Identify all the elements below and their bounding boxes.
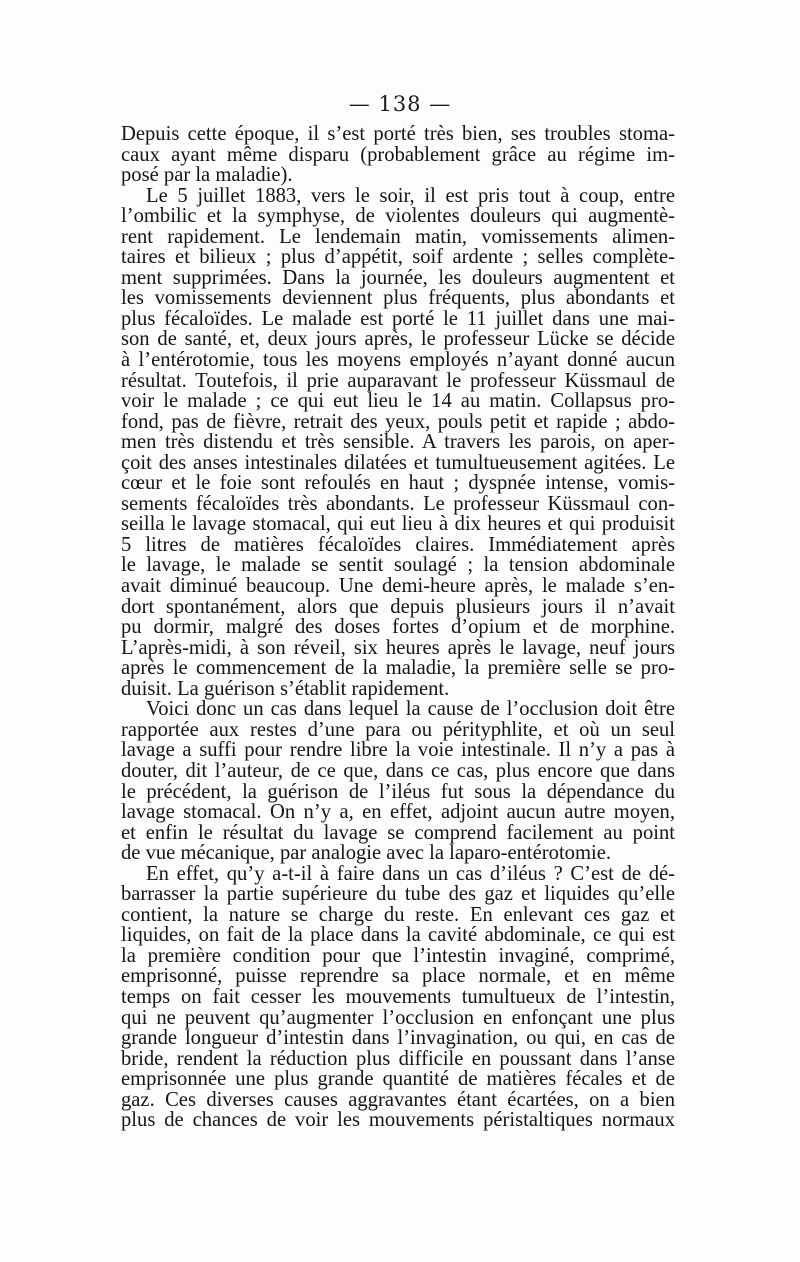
text-line: et enfin le résultat du lavage se comprend facilement au point [121, 821, 675, 844]
text-line: rapportée aux restes d’une para ou pérityphlite, et où un seul [121, 718, 675, 741]
text-line: temps on fait cesser les mouvements tumultueux de l’intestin, [121, 985, 675, 1008]
text-line: fond, pas de fièvre, retrait des yeux, pouls petit et rapide ; abdo- [121, 410, 675, 433]
text-line: qui ne peuvent qu’augmenter l’occlusion en enfonçant une plus [121, 1006, 675, 1029]
text-line: caux ayant même disparu (probablement grâce au régime im- [121, 143, 675, 166]
text-line: la première condition pour que l’intestin invaginé, comprimé, [121, 944, 675, 967]
text-line: résultat. Toutefois, il prie auparavant le professeur Küssmaul de [121, 369, 675, 392]
text-line: grande longueur d’intestin dans l’invagination, ou qui, en cas de [121, 1027, 675, 1050]
text-line: sements fécaloïdes très abondants. Le professeur Küssmaul con- [121, 492, 675, 515]
text-line: gaz. Ces diverses causes aggravantes étant écartées, on a bien [121, 1088, 675, 1111]
text-line: voir le malade ; ce qui eut lieu le 14 au matin. Collapsus pro- [121, 390, 675, 413]
text-line: contient, la nature se charge du reste. En enlevant ces gaz et [121, 903, 675, 926]
text-line: lavage stomacal. On n’y a, en effet, adjoint aucun autre moyen, [121, 801, 675, 824]
body-text [121, 124, 675, 1131]
text-line: Le 5 juillet 1883, vers le soir, il est pris tout à coup, entre [146, 184, 675, 207]
paragraph [121, 864, 675, 1131]
text-line: L’après-midi, à son réveil, six heures après le lavage, neuf jours [121, 636, 675, 659]
text-line: de vue mécanique, par analogie avec la laparo-entérotomie. [121, 842, 611, 865]
text-line: liquides, on fait de la place dans la cavité abdominale, ce qui est [121, 924, 675, 947]
text-line: plus de chances de voir les mouvements péristaltiques normaux [121, 1109, 675, 1132]
text-line: après le commencement de la maladie, la première selle se pro- [121, 657, 675, 680]
text-line: emprisonné, puisse reprendre sa place normale, et en même [121, 965, 675, 988]
text-line: Depuis cette époque, il s’est porté très bien, ses troubles stoma- [121, 123, 675, 145]
text-line: Voici donc un cas dans lequel la cause de l’occlusion doit être [146, 698, 675, 721]
text-line: pu dormir, malgré des doses fortes d’opium et de morphine. [121, 616, 675, 639]
text-line: les vomissements deviennent plus fréquents, plus abondants et [121, 287, 675, 310]
text-line: avait diminué beaucoup. Une demi-heure après, le malade s’en- [121, 575, 675, 598]
text-line: rent rapidement. Le lendemain matin, vomissements alimen- [121, 225, 675, 248]
text-line: barrasser la partie supérieure du tube des gaz et liquides qu’elle [121, 883, 675, 906]
text-line: plus fécaloïdes. Le malade est porté le 11 juillet dans une mai- [121, 307, 675, 330]
text-line: duisit. La guérison s’établit rapidement. [121, 677, 450, 700]
text-line: à l’entérotomie, tous les moyens employés n’ayant donné aucun [121, 349, 675, 372]
text-line: emprisonnée une plus grande quantité de matières fécales et de [121, 1068, 675, 1091]
text-line: lavage a suffi pour rendre libre la voie intestinale. Il n’y a pas à [121, 739, 675, 762]
text-line: cœur et le foie sont refoulés en haut ; dyspnée intense, vomis- [121, 472, 675, 495]
text-line: çoit des anses intestinales dilatées et tumultueusement agitées. Le [121, 451, 675, 474]
paragraph [121, 699, 675, 863]
paragraph [121, 186, 675, 700]
text-line: posé par la maladie). [121, 164, 293, 187]
text-line: ment supprimées. Dans la journée, les douleurs augmentent et [121, 266, 675, 289]
text-line: En effet, qu’y a-t-il à faire dans un cas d’iléus ? C’est de dé- [146, 862, 675, 885]
text-line: l’ombilic et la symphyse, de violentes douleurs qui augmentè- [121, 205, 675, 228]
text-line: douter, dit l’auteur, de ce que, dans ce cas, plus encore que dans [121, 759, 675, 782]
text-line: dort spontanément, alors que depuis plusieurs jours il n’avait [121, 595, 675, 618]
paragraph [121, 124, 675, 186]
text-line: bride, rendent la réduction plus difficile en poussant dans l’anse [121, 1047, 675, 1070]
text-line: 5 litres de matières fécaloïdes claires. Immédiatement après [121, 533, 675, 556]
text-line: son de santé, et, deux jours après, le professeur Lücke se décide [121, 328, 675, 351]
page-number: — 138 — [348, 92, 452, 116]
text-line: seilla le lavage stomacal, qui eut lieu à dix heures et qui produisit [121, 513, 675, 536]
text-line: taires et bilieux ; plus d’appétit, soif ardente ; selles complète- [121, 246, 675, 269]
text-line: le lavage, le malade se sentit soulagé ; la tension abdominale [121, 554, 675, 577]
text-line: le précédent, la guérison de l’iléus fut sous la dépendance du [121, 780, 675, 803]
text-line: men très distendu et très sensible. A travers les parois, on aper- [121, 431, 675, 454]
